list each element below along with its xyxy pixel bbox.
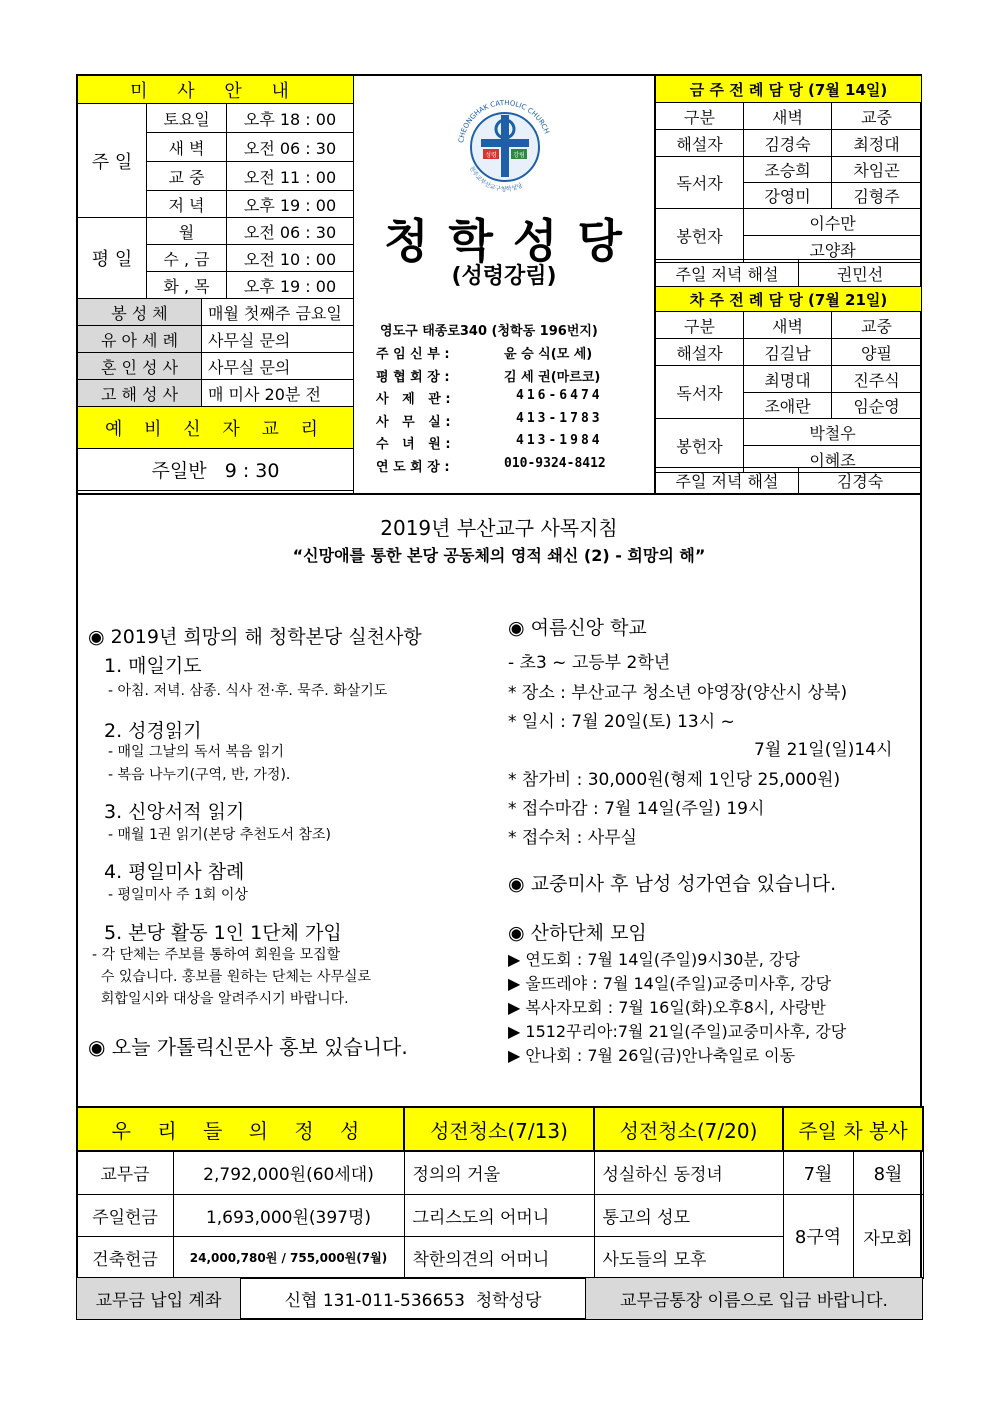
offerings-title: 우 리 들 의 정 성: [77, 1107, 404, 1151]
church-address: 영도구 태종로340 (청학동 196번지): [380, 324, 598, 339]
lector-name: 최명대: [744, 366, 832, 393]
sacrament-label: 혼 인 성 사: [78, 353, 202, 380]
contact-value: 김 세 권(마르코): [504, 369, 601, 385]
contact-value: 010-9324-8412: [504, 455, 606, 471]
contact-label: 주 임 신 부 :: [376, 347, 450, 362]
church-name: 청 학 성 당: [384, 214, 624, 268]
summer-school-heading: ◉ 여름신앙 학교: [508, 617, 647, 639]
practice-item-title: 5. 본당 활동 1인 1단체 가입: [104, 922, 342, 944]
contact-list: [376, 343, 646, 478]
contact-label: 사 무 실 :: [376, 414, 451, 430]
offerer-name: 고양좌: [744, 236, 922, 263]
mass-day: 월: [147, 218, 227, 245]
header-dawn: 새벽: [744, 312, 832, 339]
mass-time: 오후 18 : 00: [227, 104, 354, 133]
pastoral-title: 2019년 부산교구 사목지침: [380, 516, 618, 540]
service-title: 주일 차 봉사: [783, 1107, 923, 1151]
summer-school-line: * 참가비 : 30,000원(형제 1인당 25,000원): [508, 770, 841, 790]
service-month: 8월: [853, 1151, 923, 1194]
evening-value: 권민선: [799, 260, 922, 287]
practice-item-line: - 복음 나누기(구역, 반, 가정).: [108, 767, 291, 783]
offerings-table: [76, 1106, 924, 1279]
group-meeting: ▶ 복사자모회 : 7월 16일(화)오후8시, 사랑반: [508, 998, 826, 1017]
header-category: 구분: [656, 103, 744, 130]
lector-name: 조애란: [744, 393, 832, 419]
sacrament-table: [77, 298, 354, 491]
weekday-label: 평 일: [78, 218, 147, 299]
sacrament-label: 유 아 세 례: [78, 326, 202, 353]
contact-row: [376, 343, 646, 366]
sacrament-value: 사무실 문의: [202, 353, 354, 380]
practice-item-line: 수 있습니다. 홍보를 원하는 단체는 사무실로: [92, 969, 372, 985]
commentator-dawn: 김길남: [744, 339, 832, 366]
lector-name: 차임곤: [832, 157, 922, 183]
logo-top-text: CHEONGHAK CATHOLIC CHURCH: [457, 98, 551, 144]
sacrament-value: 매월 첫째주 금요일: [202, 299, 354, 326]
practice-item-line: 회합일시와 대상을 알려주시기 바랍니다.: [92, 991, 349, 1007]
mass-time: 오전 10 : 00: [227, 245, 354, 272]
service-group: 자모회: [853, 1194, 923, 1278]
offering-label: 건축헌금: [77, 1236, 173, 1278]
commentator-label: 해설자: [656, 130, 744, 157]
offering-label: 주일헌금: [77, 1194, 173, 1236]
account-note: 교무금통장 이름으로 입금 바랍니다.: [586, 1278, 923, 1320]
lector-name: 강영미: [744, 183, 832, 209]
mass-day: 새 벽: [147, 133, 227, 162]
contact-value: 416-6474: [516, 388, 603, 403]
evening-value: 김경숙: [799, 468, 922, 494]
sacrament-label: 봉 성 체: [78, 299, 202, 326]
practice-heading: ◉ 2019년 희망의 해 청학본당 실천사항: [88, 626, 422, 648]
offerer-name: 이혜조: [744, 446, 922, 473]
practice-item-title: 3. 신앙서적 읽기: [104, 801, 245, 823]
offering-value: 2,792,000원(60세대): [173, 1151, 404, 1194]
practice-item-title: 1. 매일기도: [104, 655, 202, 677]
lector-label: 독서자: [656, 366, 744, 419]
mass-day: 저 녁: [147, 191, 227, 218]
account-number: 신협 131-011-536653 청학성당: [241, 1278, 586, 1320]
evening-label: 주일 저녁 해설: [656, 468, 799, 494]
practice-item-line: - 아침. 저녁. 삼종. 식사 전·후. 묵주. 화살기도: [108, 683, 388, 699]
mass-day: 교 중: [147, 162, 227, 191]
group-meeting: ▶ 연도회 : 7월 14일(주일)9시30분, 강당: [508, 950, 800, 969]
lector-name: 조승희: [744, 157, 832, 183]
contact-row: [376, 456, 646, 479]
offering-value: 24,000,780원 / 755,000원(7월): [173, 1236, 404, 1278]
church-subtitle: (성령강림): [451, 264, 557, 289]
cleaning-group: 정의의 거울: [404, 1151, 594, 1194]
practice-item-title: 4. 평일미사 참례: [104, 861, 245, 883]
section-divider: [76, 493, 922, 495]
mass-schedule-table: [77, 75, 354, 299]
service-month: 7월: [783, 1151, 853, 1194]
next-week-evening-table: [655, 467, 922, 494]
contact-label: 사 제 관 :: [376, 392, 451, 407]
account-label: 교무금 납입 계좌: [77, 1278, 241, 1320]
newspaper-notice: ◉ 오늘 가톨릭신문사 홍보 있습니다.: [88, 1035, 408, 1059]
this-week-title: 금 주 전 례 담 당 (7월 14일): [656, 76, 922, 103]
practice-item-line: - 매일 그날의 독서 복음 읽기: [108, 744, 285, 760]
contact-row: [376, 411, 646, 434]
this-week-evening-table: [655, 259, 922, 287]
practice-item-line: - 평일미사 주 1회 이상: [108, 887, 248, 903]
cleaning-group: 성실하신 동정녀: [594, 1151, 783, 1194]
sacrament-value: 매 미사 20분 전: [202, 380, 354, 407]
mass-time: 오전 06 : 30: [227, 218, 354, 245]
practice-item-line: - 매월 1권 읽기(본당 추천도서 참조): [108, 827, 331, 843]
summer-school-line: * 접수처 : 사무실: [508, 828, 637, 848]
pastoral-subtitle: “신망애를 통한 본당 공동체의 영적 쇄신 (2) - 희망의 해”: [292, 546, 706, 565]
contact-value: 윤 승 식(모 세): [504, 347, 593, 362]
mass-time: 오전 06 : 30: [227, 133, 354, 162]
this-week-liturgy-table: [655, 75, 922, 263]
evening-label: 주일 저녁 해설: [656, 260, 799, 287]
contact-label: 평 협 회 장 :: [376, 369, 450, 385]
contact-row: [376, 388, 646, 411]
logo-badge-right: 강림: [513, 152, 525, 159]
mass-title: 미 사 안 내: [78, 76, 354, 104]
contact-value: 413-1783: [516, 410, 603, 426]
logo-badge-left: 성령: [485, 152, 497, 159]
cleaning-title-2: 성전청소(7/20): [594, 1107, 783, 1151]
practice-item-title: 2. 성경읽기: [104, 720, 202, 742]
mass-time: 오후 19 : 00: [227, 272, 354, 299]
cleaning-group: 그리스도의 어머니: [404, 1194, 594, 1236]
commentator-dawn: 김경숙: [744, 130, 832, 157]
mass-time: 오전 11 : 00: [227, 162, 354, 191]
church-logo-icon: [445, 89, 565, 199]
offerer-name: 박철우: [744, 419, 922, 446]
summer-school-line: * 장소 : 부산교구 청소년 야영장(양산시 상북): [508, 683, 848, 703]
church-info-panel: [353, 75, 655, 493]
mass-time: 오후 19 : 00: [227, 191, 354, 218]
choir-notice: ◉ 교중미사 후 남성 성가연습 있습니다.: [508, 873, 837, 895]
contact-label: 연 도 회 장 :: [376, 459, 450, 475]
summer-school-line: 7월 21일(일)14시: [754, 740, 893, 760]
sunday-label: 주 일: [78, 104, 147, 218]
summer-school-line: * 일시 : 7월 20일(토) 13시 ~: [508, 712, 735, 732]
header-dawn: 새벽: [744, 103, 832, 130]
offering-label: 봉헌자: [656, 419, 744, 473]
mass-day: 화 , 목: [147, 272, 227, 299]
cleaning-group: 사도들의 모후: [594, 1236, 783, 1278]
header-category: 구분: [656, 312, 744, 339]
commentator-main: 최정대: [832, 130, 922, 157]
offering-label: 봉헌자: [656, 209, 744, 263]
service-group: 8구역: [783, 1194, 853, 1278]
offerer-name: 이수만: [744, 209, 922, 236]
offering-value: 1,693,000원(397명): [173, 1194, 404, 1236]
lector-name: 임순영: [832, 393, 922, 419]
contact-row: [376, 433, 646, 456]
cleaning-title-1: 성전청소(7/13): [404, 1107, 594, 1151]
catechumen-title: 예 비 신 자 교 리: [78, 407, 354, 449]
summer-school-line: * 접수마감 : 7월 14일(주일) 19시: [508, 799, 765, 819]
commentator-main: 양필: [832, 339, 922, 366]
lector-name: 진주식: [832, 366, 922, 393]
lector-name: 김형주: [832, 183, 922, 209]
lector-label: 독서자: [656, 157, 744, 209]
cleaning-group: 통고의 성모: [594, 1194, 783, 1236]
mass-day: 수 , 금: [147, 245, 227, 272]
account-table: [76, 1277, 923, 1320]
contact-label: 수 녀 원 :: [376, 437, 451, 452]
commentator-label: 해설자: [656, 339, 744, 366]
header-main: 교중: [832, 312, 922, 339]
groups-heading: ◉ 산하단체 모임: [508, 922, 647, 944]
sacrament-value: 사무실 문의: [202, 326, 354, 353]
mass-day: 토요일: [147, 104, 227, 133]
group-meeting: ▶ 울뜨레야 : 7월 14일(주일)교중미사후, 강당: [508, 974, 832, 993]
sacrament-label: 고 해 성 사: [78, 380, 202, 407]
summer-school-line: - 초3 ~ 고등부 2학년: [508, 653, 671, 673]
offering-label: 교무금: [77, 1151, 173, 1194]
cleaning-group: 착한의견의 어머니: [404, 1236, 594, 1278]
next-week-liturgy-table: [655, 286, 922, 473]
catechumen-value: 주일반 9 : 30: [78, 449, 354, 491]
header-main: 교중: [832, 103, 922, 130]
logo-bottom-text: 천주교부산교구청학성당: [467, 164, 524, 194]
contact-row: [376, 366, 646, 389]
group-meeting: ▶ 안나회 : 7월 26일(금)안나축일로 이동: [508, 1046, 796, 1065]
contact-value: 413-1984: [516, 433, 603, 448]
practice-item-line: - 각 단체는 주보를 통하여 회원을 모집할: [92, 947, 341, 963]
group-meeting: ▶ 1512꾸리아:7월 21일(주일)교중미사후, 강당: [508, 1022, 847, 1041]
next-week-title: 차 주 전 례 담 당 (7월 21일): [656, 287, 922, 312]
